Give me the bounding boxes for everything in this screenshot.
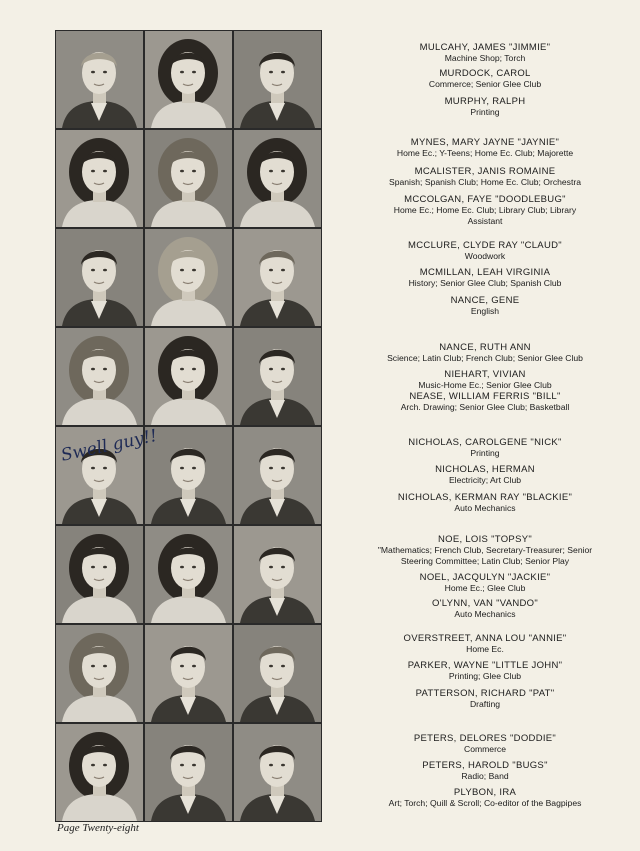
student-name: PLYBON, IRA: [453, 787, 517, 798]
student-name: NANCE, GENE: [450, 295, 520, 306]
student-entry: [330, 760, 640, 782]
student-name: MCCOLGAN, FAYE "DOODLEBUG": [404, 194, 566, 205]
student-portrait: [145, 724, 232, 821]
student-portrait: [234, 724, 321, 821]
student-activities: Drafting: [469, 699, 501, 709]
student-name: MYNES, MARY JAYNE "JAYNIE": [410, 137, 560, 148]
student-entry: [330, 492, 640, 514]
student-entries: [330, 0, 640, 851]
student-portrait: [234, 130, 321, 227]
student-activities: English: [470, 306, 500, 316]
student-portrait: [145, 625, 232, 722]
student-name: PATTERSON, RICHARD "PAT": [415, 688, 555, 699]
student-activities: Home Ec.; Glee Club: [444, 583, 526, 593]
student-portrait: [56, 229, 143, 326]
student-activities: Woodwork: [464, 251, 506, 261]
student-entry: [330, 660, 640, 682]
student-entry: [330, 166, 640, 188]
student-portrait: [234, 427, 321, 524]
student-portrait: [234, 526, 321, 623]
student-entry: [330, 733, 640, 755]
student-activities: Assistant: [467, 215, 503, 226]
page-label: Page Twenty-eight: [57, 822, 139, 834]
student-entry: [330, 572, 640, 594]
student-entry: [330, 787, 640, 809]
student-name: NICHOLAS, CAROLGENE "NICK": [408, 437, 562, 448]
student-entry: [330, 391, 640, 413]
student-name: MCALISTER, JANIS ROMAINE: [414, 166, 556, 177]
student-entry: [330, 369, 640, 391]
student-name: OVERSTREET, ANNA LOU "ANNIE": [403, 633, 567, 644]
student-activities: Home Ec.; Y-Teens; Home Ec. Club; Majorette: [396, 148, 574, 158]
student-name: PETERS, DELORES "DODDIE": [413, 733, 557, 744]
student-portrait: [234, 31, 321, 128]
student-name: NOEL, JACQULYN "JACKIE": [419, 572, 551, 583]
student-activities: Art; Torch; Quill & Scroll; Co-editor of the Bagpipes: [388, 798, 582, 808]
student-portrait: [145, 328, 232, 425]
student-activities: Printing: [470, 107, 500, 117]
student-name: NOE, LOIS "TOPSY": [437, 534, 533, 545]
student-activities: History; Senior Glee Club; Spanish Club: [408, 278, 562, 288]
student-activities: Arch. Drawing; Senior Glee Club; Basketball: [400, 402, 570, 412]
student-entry: [330, 267, 640, 289]
student-entry: [330, 688, 640, 710]
student-entry: [330, 96, 640, 118]
student-entry: [330, 137, 640, 159]
student-portrait: [56, 130, 143, 227]
student-activities: Home Ec.; Home Ec. Club; Library Club; Library: [393, 205, 577, 215]
student-name: O'LYNN, VAN "VANDO": [431, 598, 539, 609]
portrait-grid: [55, 30, 322, 822]
student-entry: [330, 534, 640, 566]
student-entry: [330, 240, 640, 262]
student-activities: Machine Shop; Torch: [444, 53, 526, 63]
student-activities: Commerce: [463, 744, 507, 754]
student-entry: [330, 437, 640, 459]
student-portrait: [56, 724, 143, 821]
handwritten-note-text: Swell guy!!: [59, 425, 159, 466]
student-entry: [330, 464, 640, 486]
student-activities: Music-Home Ec.; Senior Glee Club: [418, 380, 552, 390]
student-activities: Radio; Band: [461, 771, 509, 781]
student-entry: [330, 633, 640, 655]
student-portrait: [56, 31, 143, 128]
student-portrait: [234, 625, 321, 722]
student-activities: Commerce; Senior Glee Club: [428, 79, 542, 89]
student-activities: Home Ec.: [466, 644, 504, 654]
student-entry: [330, 42, 640, 64]
student-name: MURPHY, RALPH: [444, 96, 526, 107]
student-activities: Printing: [470, 448, 500, 458]
student-entry: [330, 598, 640, 620]
student-entry: [330, 295, 640, 317]
student-portrait: [56, 328, 143, 425]
student-activities: Electricity; Art Club: [448, 475, 522, 485]
student-activities: Spanish; Spanish Club; Home Ec. Club; Orchestra: [388, 177, 582, 187]
student-portrait: [56, 625, 143, 722]
student-name: MULCAHY, JAMES "JIMMIE": [419, 42, 551, 53]
student-activities: Auto Mechanics: [454, 503, 516, 513]
student-portrait: [56, 526, 143, 623]
student-name: PARKER, WAYNE "LITTLE JOHN": [407, 660, 563, 671]
student-activities: Science; Latin Club; French Club; Senior Glee Club: [387, 353, 583, 363]
student-name: NANCE, RUTH ANN: [439, 342, 531, 353]
student-entry: [330, 194, 640, 226]
student-name: NEASE, WILLIAM FERRIS "BILL": [409, 391, 561, 402]
student-portrait: [145, 31, 232, 128]
student-portrait: [234, 328, 321, 425]
student-name: NICHOLAS, KERMAN RAY "BLACKIE": [397, 492, 573, 503]
student-name: MURDOCK, CAROL: [439, 68, 531, 79]
student-activities: Steering Committee; Latin Club; Senior Play: [400, 555, 570, 566]
student-entry: [330, 342, 640, 364]
student-portrait: [234, 229, 321, 326]
student-name: MCMILLAN, LEAH VIRGINIA: [419, 267, 551, 278]
student-portrait: [145, 229, 232, 326]
student-portrait: [145, 526, 232, 623]
student-activities: Printing; Glee Club: [448, 671, 522, 681]
student-portrait: [145, 130, 232, 227]
student-activities: Auto Mechanics: [454, 609, 516, 619]
student-name: NICHOLAS, HERMAN: [435, 464, 535, 475]
student-name: NIEHART, VIVIAN: [444, 369, 526, 380]
student-entry: [330, 68, 640, 90]
student-name: MCCLURE, CLYDE RAY "CLAUD": [408, 240, 562, 251]
student-name: PETERS, HAROLD "BUGS": [422, 760, 548, 771]
student-activities: "Mathematics; French Club, Secretary-Treasurer; Senior: [377, 545, 593, 555]
